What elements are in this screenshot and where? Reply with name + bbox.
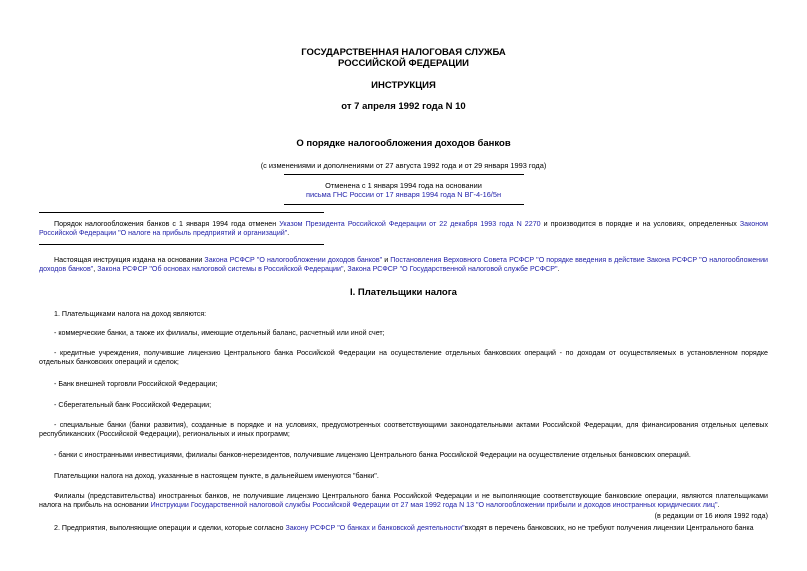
- section-title: I. Плательщики налога: [350, 287, 457, 298]
- note-paragraph: Порядок налогообложения банков с 1 января 1994 года отменен Указом Президента Российской Федерации от 22 декабря 1993 года N 2270 и производится в порядке и на условиях, определенных Законом Российской Федерации "О налоге на прибыль предприятий и организаций".: [39, 220, 768, 237]
- section-paragraph: - кредитные учреждения, получившие лицензию Центрального банка Российской Федерации на осуществление отдельных банковских операций - по доходам от осуществляемых в установленном порядке отдельных банковских операций и сделок;: [39, 349, 768, 366]
- divider: [284, 174, 524, 175]
- divider: [284, 204, 524, 205]
- law-tax-service-link[interactable]: Закона РСФСР "О Государственной налоговой службе РСФСР": [347, 265, 558, 273]
- section-paragraph: - Сберегательный банк Российской Федерации;: [54, 401, 212, 409]
- repeal-link-line: [0, 190, 807, 199]
- note-divider-top: [39, 212, 324, 213]
- law-bank-tax-link[interactable]: Закона РСФСР "О налогообложении доходов банков": [204, 256, 383, 264]
- section-paragraph: - Банк внешней торговли Российской Федерации;: [54, 380, 218, 388]
- doc-type: ИНСТРУКЦИЯ: [371, 80, 436, 91]
- section-paragraph: Филиалы (представительства) иностранных банков, не получившие лицензию Центрального банка Российской Федерации и не выполняющие соответствующие банковские операции, являются плательщиками налога на прибыль на основании Инструкции Государственной налоговой службы Российской Федерации от 27 мая 1992 года N 13 "О налогообложении прибыли и доходов иностранных юридических лиц".: [39, 492, 768, 509]
- section-paragraph: - специальные банки (банки развития), созданные в порядке и на условиях, предусмотренных соответствующими законодательными актами Российской Федерации, для финансирования отдельных целевых республиканских (Российской Федерации), региональных и иных программ;: [39, 421, 768, 438]
- repeal-note: Отменена с 1 января 1994 года на основании: [325, 181, 482, 190]
- doc-date: от 7 апреля 1992 года N 10: [341, 101, 466, 112]
- section-paragraph: Плательщики налога на доход, указанные в настоящем пункте, в дальнейшем именуются "банки".: [54, 472, 379, 480]
- basis-paragraph: Настоящая инструкция издана на основании Закона РСФСР "О налогообложении доходов банков" и Постановления Верховного Совета РСФСР "О порядке введения в действие Закона РСФСР "О налогообложении доходов банков", Закона РСФСР "Об основах налоговой системы в Российской Федерации", Закона РСФСР "О Государственной налоговой службе РСФСР".: [39, 256, 768, 273]
- edition-note: (в редакции от 16 июля 1992 года): [654, 512, 768, 520]
- decree-link[interactable]: Указом Президента Российской Федерации от 22 декабря 1993 года N 2270: [279, 220, 541, 228]
- amendments-note: (с изменениями и дополнениями от 27 августа 1992 года и от 29 января 1993 года): [260, 161, 547, 170]
- repeal-link[interactable]: письма ГНС России от 17 января 1994 года N ВГ-4-16/5н: [305, 190, 502, 199]
- banking-law-link[interactable]: Закону РСФСР "О банках и банковской деятельности": [285, 524, 465, 532]
- section-paragraph: 1. Плательщиками налога на доход являются:: [54, 310, 207, 318]
- section-paragraph: - банки с иностранными инвестициями, филиалы банков-нерезидентов, получившие лицензию Центрального банка Российской Федерации на осуществление отдельных банковских операций.: [54, 451, 691, 459]
- law-tax-system-link[interactable]: Закона РСФСР "Об основах налоговой системы в Российской Федерации": [97, 265, 344, 273]
- note-divider-bottom: [39, 244, 324, 245]
- agency-line-1: ГОСУДАРСТВЕННАЯ НАЛОГОВАЯ СЛУЖБА: [301, 47, 506, 58]
- doc-subject: О порядке налогообложения доходов банков: [296, 138, 511, 149]
- agency-line-2: РОССИЙСКОЙ ФЕДЕРАЦИИ: [337, 58, 469, 69]
- resolution-link[interactable]: Постановления Верховного Совета РСФСР "О порядке введения в действие Закона РСФСР "О налогообложении доходов банков": [39, 256, 768, 273]
- profit-tax-law-link[interactable]: Законом Российской Федерации "О налоге на прибыль предприятий и организаций": [39, 220, 768, 237]
- instruction-13-link[interactable]: Инструкции Государственной налоговой службы Российской Федерации от 27 мая 1992 года N 13 "О налогообложении прибыли и доходов иностранных юридических лиц": [150, 501, 718, 509]
- section-paragraph: 2. Предприятия, выполняющие операции и сделки, которые согласно Закону РСФСР "О банках и банковской деятельности"входят в перечень банковских, но не требуют получения лицензии Центрального банка: [54, 524, 754, 532]
- section-paragraph: - коммерческие банки, а также их филиалы, имеющие отдельный баланс, расчетный или иной счет;: [54, 329, 385, 337]
